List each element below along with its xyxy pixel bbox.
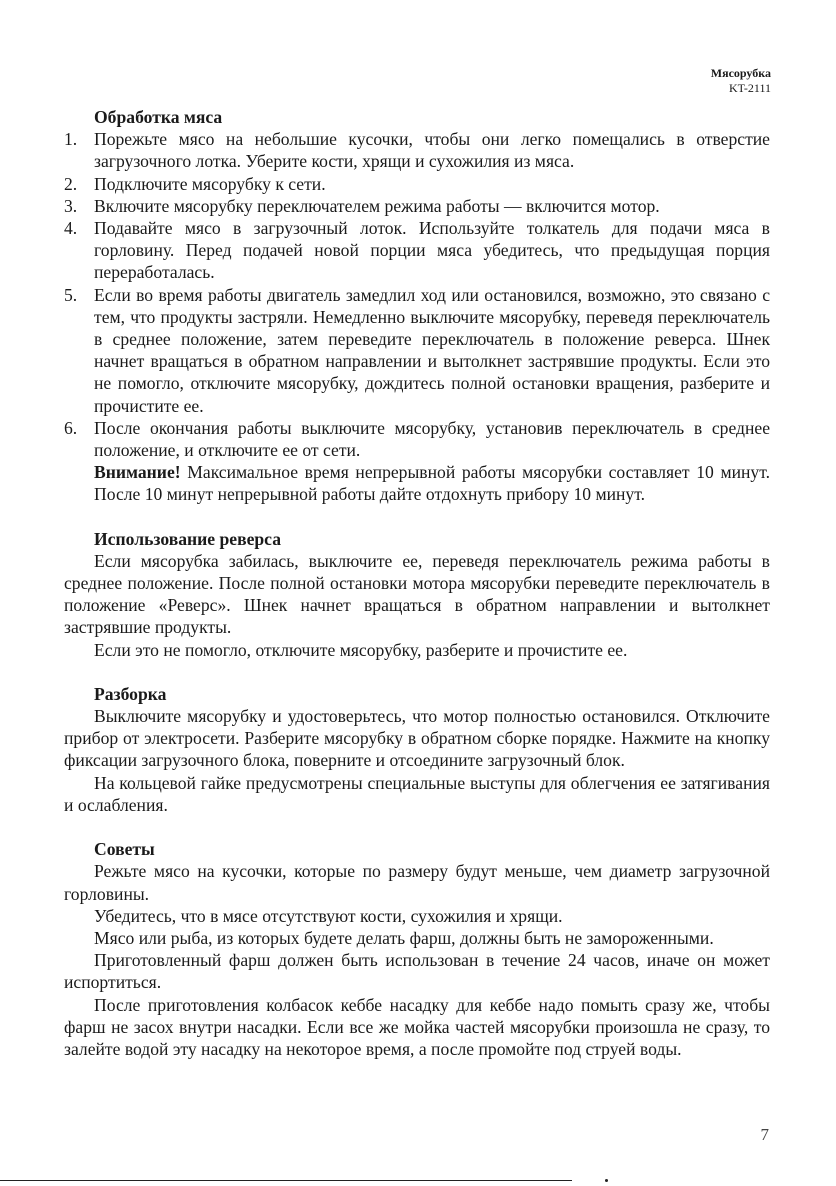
- paragraph: Режьте мясо на кусочки, которые по размеру будут меньше, чем диаметр загрузочной горловины.: [64, 861, 770, 904]
- paragraph: Выключите мясорубку и удостоверьтесь, что мотор полностью остановился. Отключите прибор от электросети. Разберите мясорубку в обратном сборке порядке. Нажмите на кнопку фиксации загрузочного блока, поверните и отсоедините загрузочный блок.: [64, 706, 770, 771]
- list-number: 1.: [64, 129, 78, 150]
- product-model: KT-2111: [729, 81, 771, 95]
- section-gap: [64, 661, 770, 683]
- list-number: 3.: [64, 195, 78, 216]
- list-number: 2.: [64, 173, 78, 194]
- processing-steps-list: [64, 128, 770, 461]
- list-item: [64, 195, 770, 217]
- warning-note: [64, 461, 770, 505]
- section-title-tips: Советы: [94, 839, 155, 860]
- section-title-reverse: Использование реверса: [94, 528, 281, 549]
- list-number: 4.: [64, 218, 78, 239]
- paragraph: Если мясорубка забилась, выключите ее, переведя переключатель режима работы в среднее положение. После полной остановки мотора мясорубки переведите переключатель в положение «Реверс». Шнек начнет вращаться в обратном направлении и вытолкнет застрявшие продукты.: [64, 550, 770, 638]
- product-name: Мясорубка: [710, 66, 771, 80]
- list-item: [64, 217, 770, 284]
- section-title-processing: Обработка мяса: [94, 107, 223, 127]
- list-item: [64, 128, 770, 172]
- list-number: 5.: [64, 284, 78, 305]
- paragraph: Убедитесь, что в мясе отсутствуют кости, сухожилия и хрящи.: [94, 905, 563, 926]
- page-number: 7: [760, 1125, 769, 1144]
- list-item-text: После окончания работы выключите мясорубку, установив переключатель в среднее положение, и отключите ее от сети.: [94, 417, 770, 461]
- list-item-text: Включите мясорубку переключателем режима работы — включится мотор.: [94, 195, 660, 216]
- list-number: 6.: [64, 417, 78, 438]
- paragraph: На кольцевой гайке предусмотрены специальные выступы для облегчения ее затягивания и ослабления.: [64, 772, 770, 815]
- list-item: [64, 417, 770, 461]
- paragraph: После приготовления колбасок кеббе насадку для кеббе надо помыть сразу же, чтобы фарш не засох внутри насадки. Если все же мойка частей мясорубки произошла не сразу, то залейте водой эту насадку на некоторое время, а после промойте под струей воды.: [64, 994, 770, 1059]
- paragraph: Мясо или рыба, из которых будете делать фарш, должны быть не замороженными.: [94, 927, 714, 948]
- warning-label: Внимание!: [94, 462, 181, 483]
- list-item-text: Подключите мясорубку к сети.: [94, 173, 326, 194]
- list-item-text: Порежьте мясо на небольшие кусочки, чтобы они легко помещались в отверстие загрузочного лотка. Уберите кости, хрящи и сухожилия из мяса.: [94, 129, 770, 172]
- paragraph: Приготовленный фарш должен быть использован в течение 24 часов, иначе он может испортиться.: [64, 950, 770, 993]
- section-title-disassembly: Разборка: [94, 683, 167, 704]
- paragraph: Если это не помогло, отключите мясорубку, разберите и прочистите ее.: [94, 639, 628, 660]
- page-header: [711, 66, 771, 96]
- footer-rule: [0, 1180, 572, 1181]
- section-gap: [64, 506, 770, 528]
- document-body: [64, 106, 770, 1060]
- list-item-text: Подавайте мясо в загрузочный лоток. Используйте толкатель для подачи мяса в горловину. Перед подачей новой порции мяса убедитесь, что предыдущая порция переработалась.: [94, 218, 770, 283]
- list-item-text: Если во время работы двигатель замедлил ход или остановился, возможно, это связано с тем, что продукты застряли. Немедленно выключите мясорубку, переведя переключатель в среднее положение, затем переведите переключатель в положение реверса. Шнек начнет вращаться в обратном направлении и вытолкнет застрявшие продукты. Если это не помогло, отключите мясорубку, дождитесь полной остановки вращения, разберите и прочистите ее.: [94, 284, 770, 416]
- list-item: [64, 284, 770, 417]
- section-gap: [64, 816, 770, 838]
- list-item: [64, 173, 770, 195]
- warning-text: Максимальное время непрерывной работы мясорубки составляет 10 минут. После 10 минут непрерывной работы дайте отдохнуть прибору 10 минут.: [94, 462, 770, 505]
- footer-mark: [605, 1179, 608, 1182]
